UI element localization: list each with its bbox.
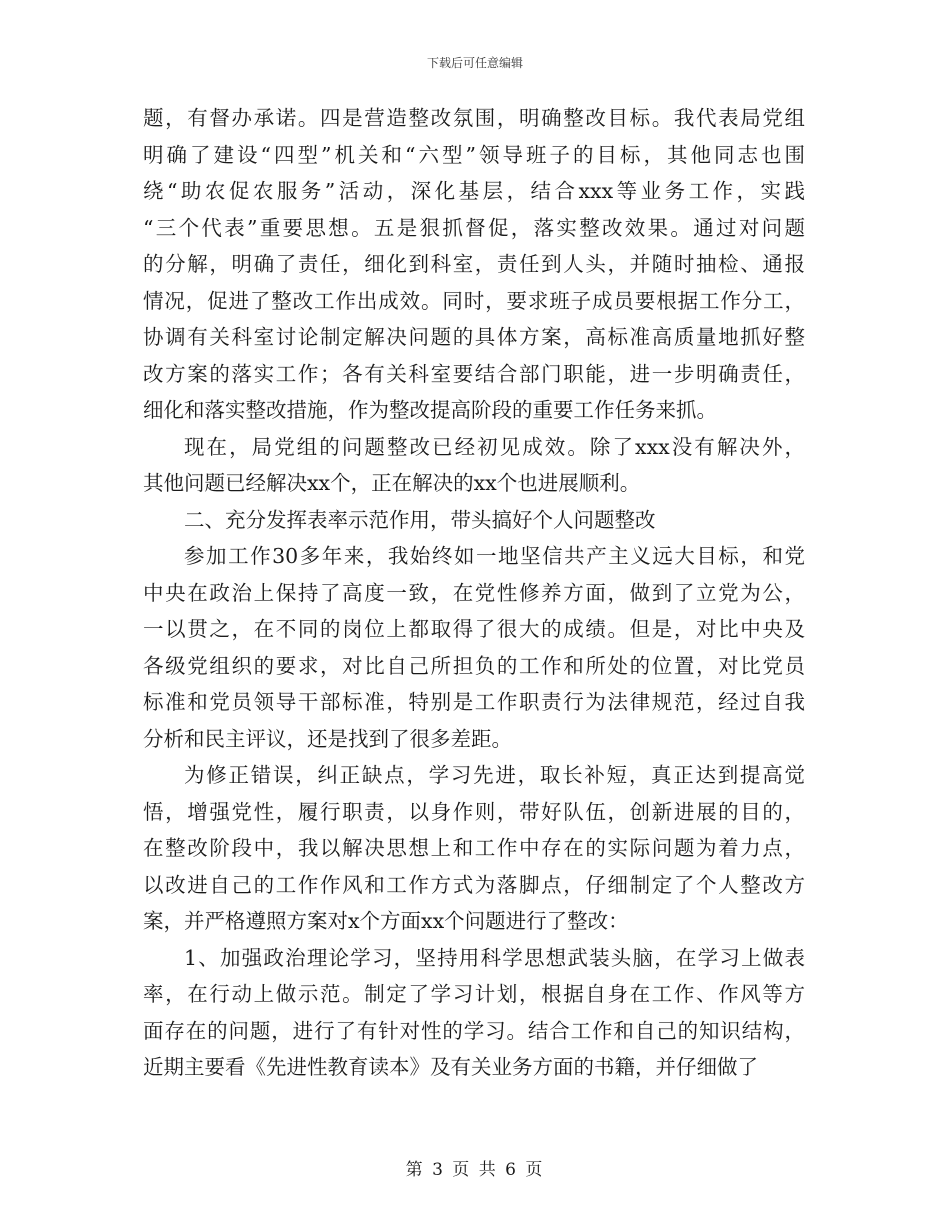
text-line: “三个代表”重要思想。五是狠抓督促，落实整改效果。通过对问题 [143,215,805,240]
document-body [143,100,805,1086]
paragraph [143,502,805,539]
text-line: 明确了建设“四型”机关和“六型”领导班子的目标，其他同志也围 [143,142,805,167]
paragraph [143,940,805,1086]
text-line: 其他问题已经解决xx个，正在解决的xx个也进展顺利。 [143,471,641,495]
text-line: 1、加强政治理论学习，坚持用科学思想武装头脑，在学习上做表 [184,945,805,970]
text-line: 一以贯之，在不同的岗位上都取得了很大的成绩。但是，对比中央及 [143,617,805,641]
text-line: 细化和落实整改措施，作为整改提高阶段的重要工作任务来抓。 [143,398,717,422]
paragraph [143,100,805,429]
text-line: 案，并严格遵照方案对x个方面xx个问题进行了整改： [143,909,629,933]
page-footer: 第 3 页 共 6 页 [405,1160,545,1180]
paragraph [143,429,805,502]
text-line: 绕“助农促农服务”活动，深化基层，结合xxx等业务工作，实践 [143,179,805,203]
text-line: 的分解，明确了责任，细化到科室，责任到人头，并随时抽检、通报 [143,252,805,276]
text-line: 各级党组织的要求，对比自己所担负的工作和所处的位置，对比党员 [143,653,805,678]
paragraph [143,757,805,940]
text-line: 中央在政治上保持了高度一致，在党性修养方面，做到了立党为公， [143,580,805,605]
text-line: 面存在的问题，进行了有针对性的学习。结合工作和自己的知识结构， [143,1018,805,1043]
text-line: 现在，局党组的问题整改已经初见成效。除了xxx没有解决外， [184,434,805,459]
text-line: 近期主要看《先进性教育读本》及有关业务方面的书籍，并仔细做了 [143,1055,758,1079]
text-line: 在整改阶段中，我以解决思想上和工作中存在的实际问题为着力点， [143,836,805,860]
text-line: 题，有督办承诺。四是营造整改氛围，明确整改目标。我代表局党组 [143,106,805,130]
text-line: 参加工作30多年来，我始终如一地坚信共产主义远大目标，和党 [184,544,805,568]
text-line: 改方案的落实工作；各有关科室要结合部门职能，进一步明确责任， [143,361,805,386]
page-header: 下载后可任意编辑 [426,56,523,70]
text-line: 二、充分发挥表率示范作用，带头搞好个人问题整改 [184,507,656,532]
text-line: 分析和民主评议，还是找到了很多差距。 [143,726,512,751]
paragraph [143,538,805,757]
text-line: 悟，增强党性，履行职责，以身作则，带好队伍，创新进展的目的， [143,799,805,824]
text-line: 标准和党员领导干部标准，特别是工作职责行为法律规范，经过自我 [143,690,805,714]
text-line: 协调有关科室讨论制定解决问题的具体方案，高标准高质量地抓好整 [143,325,805,349]
text-line: 率，在行动上做示范。制定了学习计划，根据自身在工作、作风等方 [143,982,805,1006]
text-line: 以改进自己的工作作风和工作方式为落脚点，仔细制定了个人整改方 [143,872,805,897]
text-line: 为修正错误，纠正缺点，学习先进，取长补短，真正达到提高觉 [184,763,805,787]
text-line: 情况，促进了整改工作出成效。同时，要求班子成员要根据工作分工， [143,288,805,313]
